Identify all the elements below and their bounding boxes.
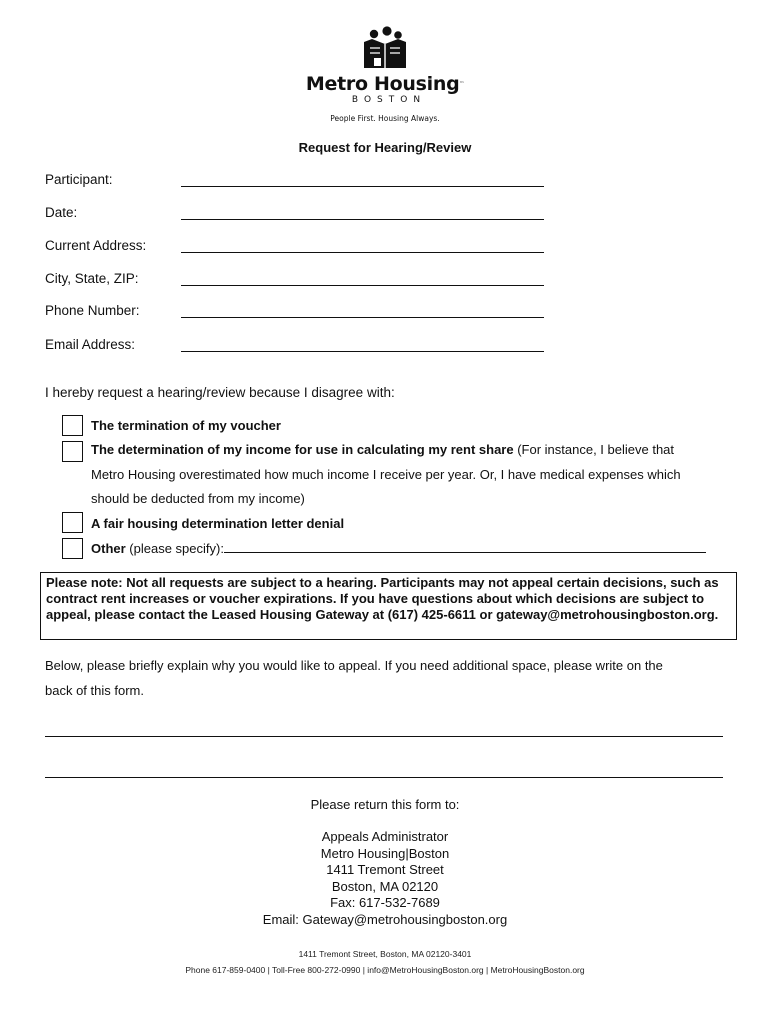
- city-state-zip-label: City, State, ZIP:: [45, 271, 139, 286]
- income-label-line2: Metro Housing overestimated how much income I receive per year. Or, I have medical expenses which: [91, 467, 681, 482]
- other-label: Other (please specify):: [91, 537, 706, 561]
- return-address-line: 1411 Tremont Street: [326, 862, 444, 877]
- termination-label: The termination of my voucher: [91, 418, 281, 433]
- income-checkbox[interactable]: [62, 441, 83, 462]
- request-intro: I hereby request a hearing/review because I disagree with:: [45, 385, 395, 400]
- logo-city: BOSTON: [351, 95, 427, 105]
- current-address-line[interactable]: [181, 252, 544, 253]
- participant-label: Participant:: [45, 172, 113, 187]
- explanation-line-2[interactable]: [45, 777, 723, 778]
- logo-name: Metro Housing™: [305, 73, 465, 95]
- other-checkbox[interactable]: [62, 538, 83, 559]
- logo: [0, 26, 770, 123]
- date-line[interactable]: [181, 219, 544, 220]
- date-label: Date:: [45, 205, 78, 220]
- return-address-line: Appeals Administrator: [321, 829, 449, 844]
- return-heading: Please return this form to:: [310, 797, 460, 812]
- footer-contacts: Phone 617-859-0400 | Toll-Free 800-272-0990 | info@MetroHousingBoston.org | MetroHousingBoston.org: [185, 965, 585, 975]
- termination-checkbox[interactable]: [62, 415, 83, 436]
- fair-housing-label: A fair housing determination letter denial: [91, 516, 345, 531]
- logo-tagline: People First. Housing Always.: [330, 114, 440, 123]
- phone-number-label: Phone Number:: [45, 303, 140, 318]
- return-address-line: Email: Gateway@metrohousingboston.org: [262, 911, 508, 927]
- return-address: [0, 829, 770, 928]
- explain-instructions-line2: back of this form.: [45, 683, 144, 698]
- participant-line[interactable]: [181, 186, 544, 187]
- city-state-zip-line[interactable]: [181, 285, 544, 286]
- current-address-label: Current Address:: [45, 238, 147, 253]
- logo-people-icon: [360, 26, 410, 70]
- email-address-label: Email Address:: [45, 337, 136, 352]
- fair-housing-checkbox[interactable]: [62, 512, 83, 533]
- please-note-box: Please note: Not all requests are subject to a hearing. Participants may not appeal certain decisions, such as contract rent increases or voucher expirations. If you have questions about which decisions are subject to appeal, please contact the Leased Housing Gateway at (617) 425-6611 or gateway@metrohousingboston.org.: [40, 572, 737, 640]
- explanation-line-1[interactable]: [45, 736, 723, 737]
- income-label: The determination of my income for use in calculating my rent share (For instance, I believe that: [91, 442, 675, 457]
- footer-address: 1411 Tremont Street, Boston, MA 02120-3401: [298, 949, 472, 959]
- income-label-line3: should be deducted from my income): [91, 491, 305, 506]
- return-address-line: Boston, MA 02120: [331, 878, 439, 894]
- form-title: Request for Hearing/Review: [298, 140, 472, 155]
- other-specify-line[interactable]: [224, 538, 706, 553]
- return-address-line: Fax: 617-532-7689: [330, 895, 440, 910]
- email-address-line[interactable]: [181, 351, 544, 352]
- explain-instructions: Below, please briefly explain why you would like to appeal. If you need additional space, please write on the: [45, 658, 663, 673]
- phone-number-line[interactable]: [181, 317, 544, 318]
- return-address-line: Metro Housing|Boston: [320, 845, 450, 861]
